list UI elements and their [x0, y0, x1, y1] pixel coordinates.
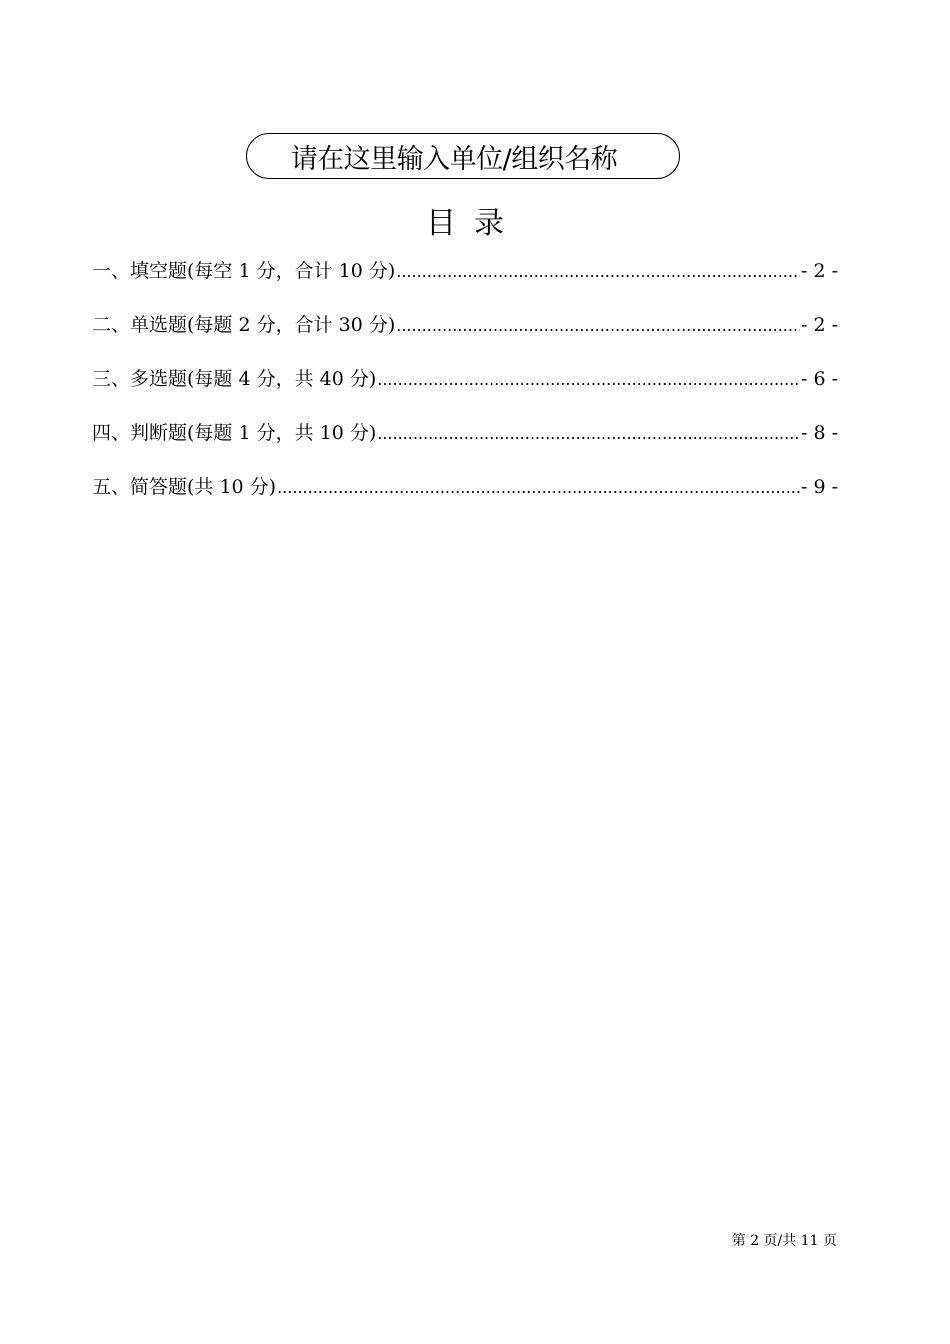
- toc-dot-leader: [396, 311, 800, 341]
- toc-entry-fill-in-blank[interactable]: [92, 256, 838, 310]
- toc-entry-true-false[interactable]: [92, 418, 838, 472]
- toc-entry-page: - 2 -: [800, 260, 838, 282]
- toc-entry-single-choice[interactable]: [92, 310, 838, 364]
- toc-entry-text: 一、填空题(每空 1 分，合计 10 分): [92, 260, 396, 282]
- organization-name-box: [246, 133, 680, 179]
- toc-entry-page: - 9 -: [800, 476, 838, 498]
- toc-dot-leader: [396, 257, 800, 287]
- toc-entry-text: 五、简答题(共 10 分): [92, 476, 277, 498]
- toc-dot-leader: [377, 419, 800, 449]
- toc-title: 目录: [426, 206, 522, 241]
- toc-entry-text: 四、判断题(每题 1 分，共 10 分): [92, 422, 377, 444]
- page-number-footer: 第 2 页/共 11 页: [731, 1233, 837, 1249]
- table-of-contents: [92, 256, 838, 526]
- toc-entry-short-answer[interactable]: [92, 472, 838, 526]
- toc-entry-text: 三、多选题(每题 4 分，共 40 分): [92, 368, 377, 390]
- toc-entry-text: 二、单选题(每题 2 分，合计 30 分): [92, 314, 396, 336]
- organization-name: 请在这里输入单位/组织名称: [290, 143, 618, 175]
- toc-dot-leader: [277, 473, 800, 503]
- toc-dot-leader: [377, 365, 800, 395]
- toc-entry-multiple-choice[interactable]: [92, 364, 838, 418]
- toc-entry-page: - 2 -: [800, 314, 838, 336]
- toc-entry-page: - 6 -: [800, 368, 838, 390]
- toc-entry-page: - 8 -: [800, 422, 838, 444]
